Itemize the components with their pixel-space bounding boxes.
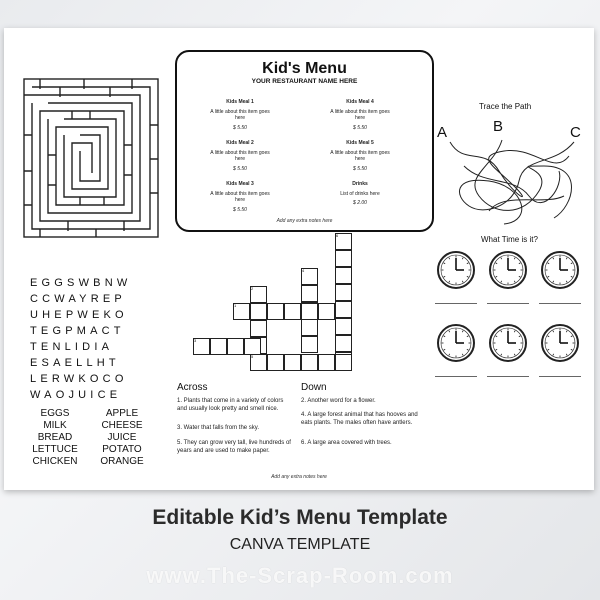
menu-notes: Add any extra notes here [276, 218, 333, 224]
word-search-row: TENLIDIA [30, 341, 114, 353]
clock-answer-line [487, 376, 529, 377]
menu-title: Kid's Menu [262, 60, 347, 77]
word-search-row: EGGSWBNW [30, 277, 132, 289]
word-search-row: UHEPWEKO [30, 309, 128, 321]
crossword-cell [250, 320, 267, 337]
down-clue-2: 2. Another word for a flower. [301, 398, 376, 404]
clock-answer-line [487, 303, 529, 304]
word-search-row: TEGPMACT [30, 325, 125, 337]
crossword-cell [335, 318, 352, 335]
crossword-number: 3 [194, 338, 197, 343]
menu-card [175, 50, 434, 232]
trace-letter-a: A [437, 124, 448, 141]
trace-title: Trace the Path [479, 102, 532, 111]
crossword-cell [318, 303, 335, 320]
across-clue-3: 3. Water that falls from the sky. [177, 425, 260, 431]
product-title: Editable Kid’s Menu Template [152, 506, 448, 529]
crossword-cell [267, 354, 284, 371]
clock-answer-line [435, 303, 477, 304]
crossword-cell [227, 338, 244, 355]
across-clue-5: 5. They can grow very tall, live hundreds of years and are used to make paper. [177, 440, 291, 454]
tangled-paths-drawing [444, 136, 584, 228]
crossword-cell [335, 250, 352, 267]
menu-item: Kids Meal 3 A little about this item goes here $ 5.50 [210, 181, 270, 213]
trace-letter-b: B [493, 118, 504, 135]
menu-item: Drinks List of drinks here $ 2.00 [340, 181, 380, 206]
word-search-row: LERWKOCO [30, 373, 128, 385]
crossword-number: 6 [336, 233, 339, 238]
crossword-cell [244, 338, 261, 355]
word-search-row: CCWAYREP [30, 293, 126, 305]
trace-letter-c: C [570, 124, 581, 141]
product-subtitle: CANVA TEMPLATE [229, 536, 371, 553]
clock-face [488, 323, 528, 363]
word-list-left: EGGS MILK BREAD LETTUCE CHICKEN [32, 408, 78, 467]
crossword-number: 2 [251, 286, 254, 291]
crossword-cell [284, 354, 301, 371]
crossword-cell [210, 338, 227, 355]
word-search-row: ESAELLHT [30, 357, 120, 369]
crossword-number: 1 [234, 303, 237, 308]
word-search-grid [30, 275, 131, 403]
word-list-right: APPLE CHEESE JUICE POTATO ORANGE [100, 408, 144, 467]
menu-item: Kids Meal 4 A little about this item goes here $ 5.50 [330, 99, 390, 131]
across-heading: Across [177, 382, 208, 393]
clock-answer-line [539, 376, 581, 377]
crossword-cell [301, 354, 318, 371]
menu-item: Kids Meal 2 A little about this item goes here $ 5.50 [210, 140, 270, 172]
crossword-cell [335, 335, 352, 352]
watermark: www.The-Scrap-Room.com [146, 563, 454, 588]
maze-puzzle [20, 75, 162, 243]
crossword-number: 5 [251, 354, 254, 359]
down-clue-4: 4. A large forest animal that has hooves and eats plants. The males often have antlers. [301, 412, 418, 426]
down-clue-6: 6. A large area covered with trees. [301, 440, 392, 446]
placemat-sheet [4, 28, 594, 490]
crossword-cell [301, 336, 318, 353]
sheet-notes: Add any extra notes here [271, 474, 327, 480]
crossword-cell [335, 284, 352, 301]
down-heading: Down [301, 382, 327, 393]
crossword-cell [267, 303, 284, 320]
menu-item: Kids Meal 1 A little about this item goes here $ 5.50 [210, 99, 270, 131]
time-title: What Time is it? [481, 235, 538, 244]
crossword-cell [301, 319, 318, 336]
crossword-cell [250, 303, 267, 320]
crossword-number: 4 [302, 268, 305, 273]
crossword-cell [335, 267, 352, 284]
clock-answer-line [435, 376, 477, 377]
crossword-cell [335, 301, 352, 318]
restaurant-name: YOUR RESTAURANT NAME HERE [251, 78, 358, 85]
clock-face [488, 250, 528, 290]
menu-item: Kids Meal 5 A little about this item goes here $ 5.50 [330, 140, 390, 172]
crossword-cell [335, 354, 352, 371]
crossword-cell [301, 303, 318, 320]
crossword-cell [318, 354, 335, 371]
crossword-cell [284, 303, 301, 320]
across-clue-1: 1. Plants that come in a variety of colors and usually look pretty and smell nice. [177, 398, 284, 412]
clock-face [436, 250, 476, 290]
clock-face [540, 250, 580, 290]
crossword-cell [301, 285, 318, 302]
clock-face [540, 323, 580, 363]
clock-answer-line [539, 303, 581, 304]
clock-face [436, 323, 476, 363]
word-search-row: WAOJUICE [30, 389, 122, 401]
